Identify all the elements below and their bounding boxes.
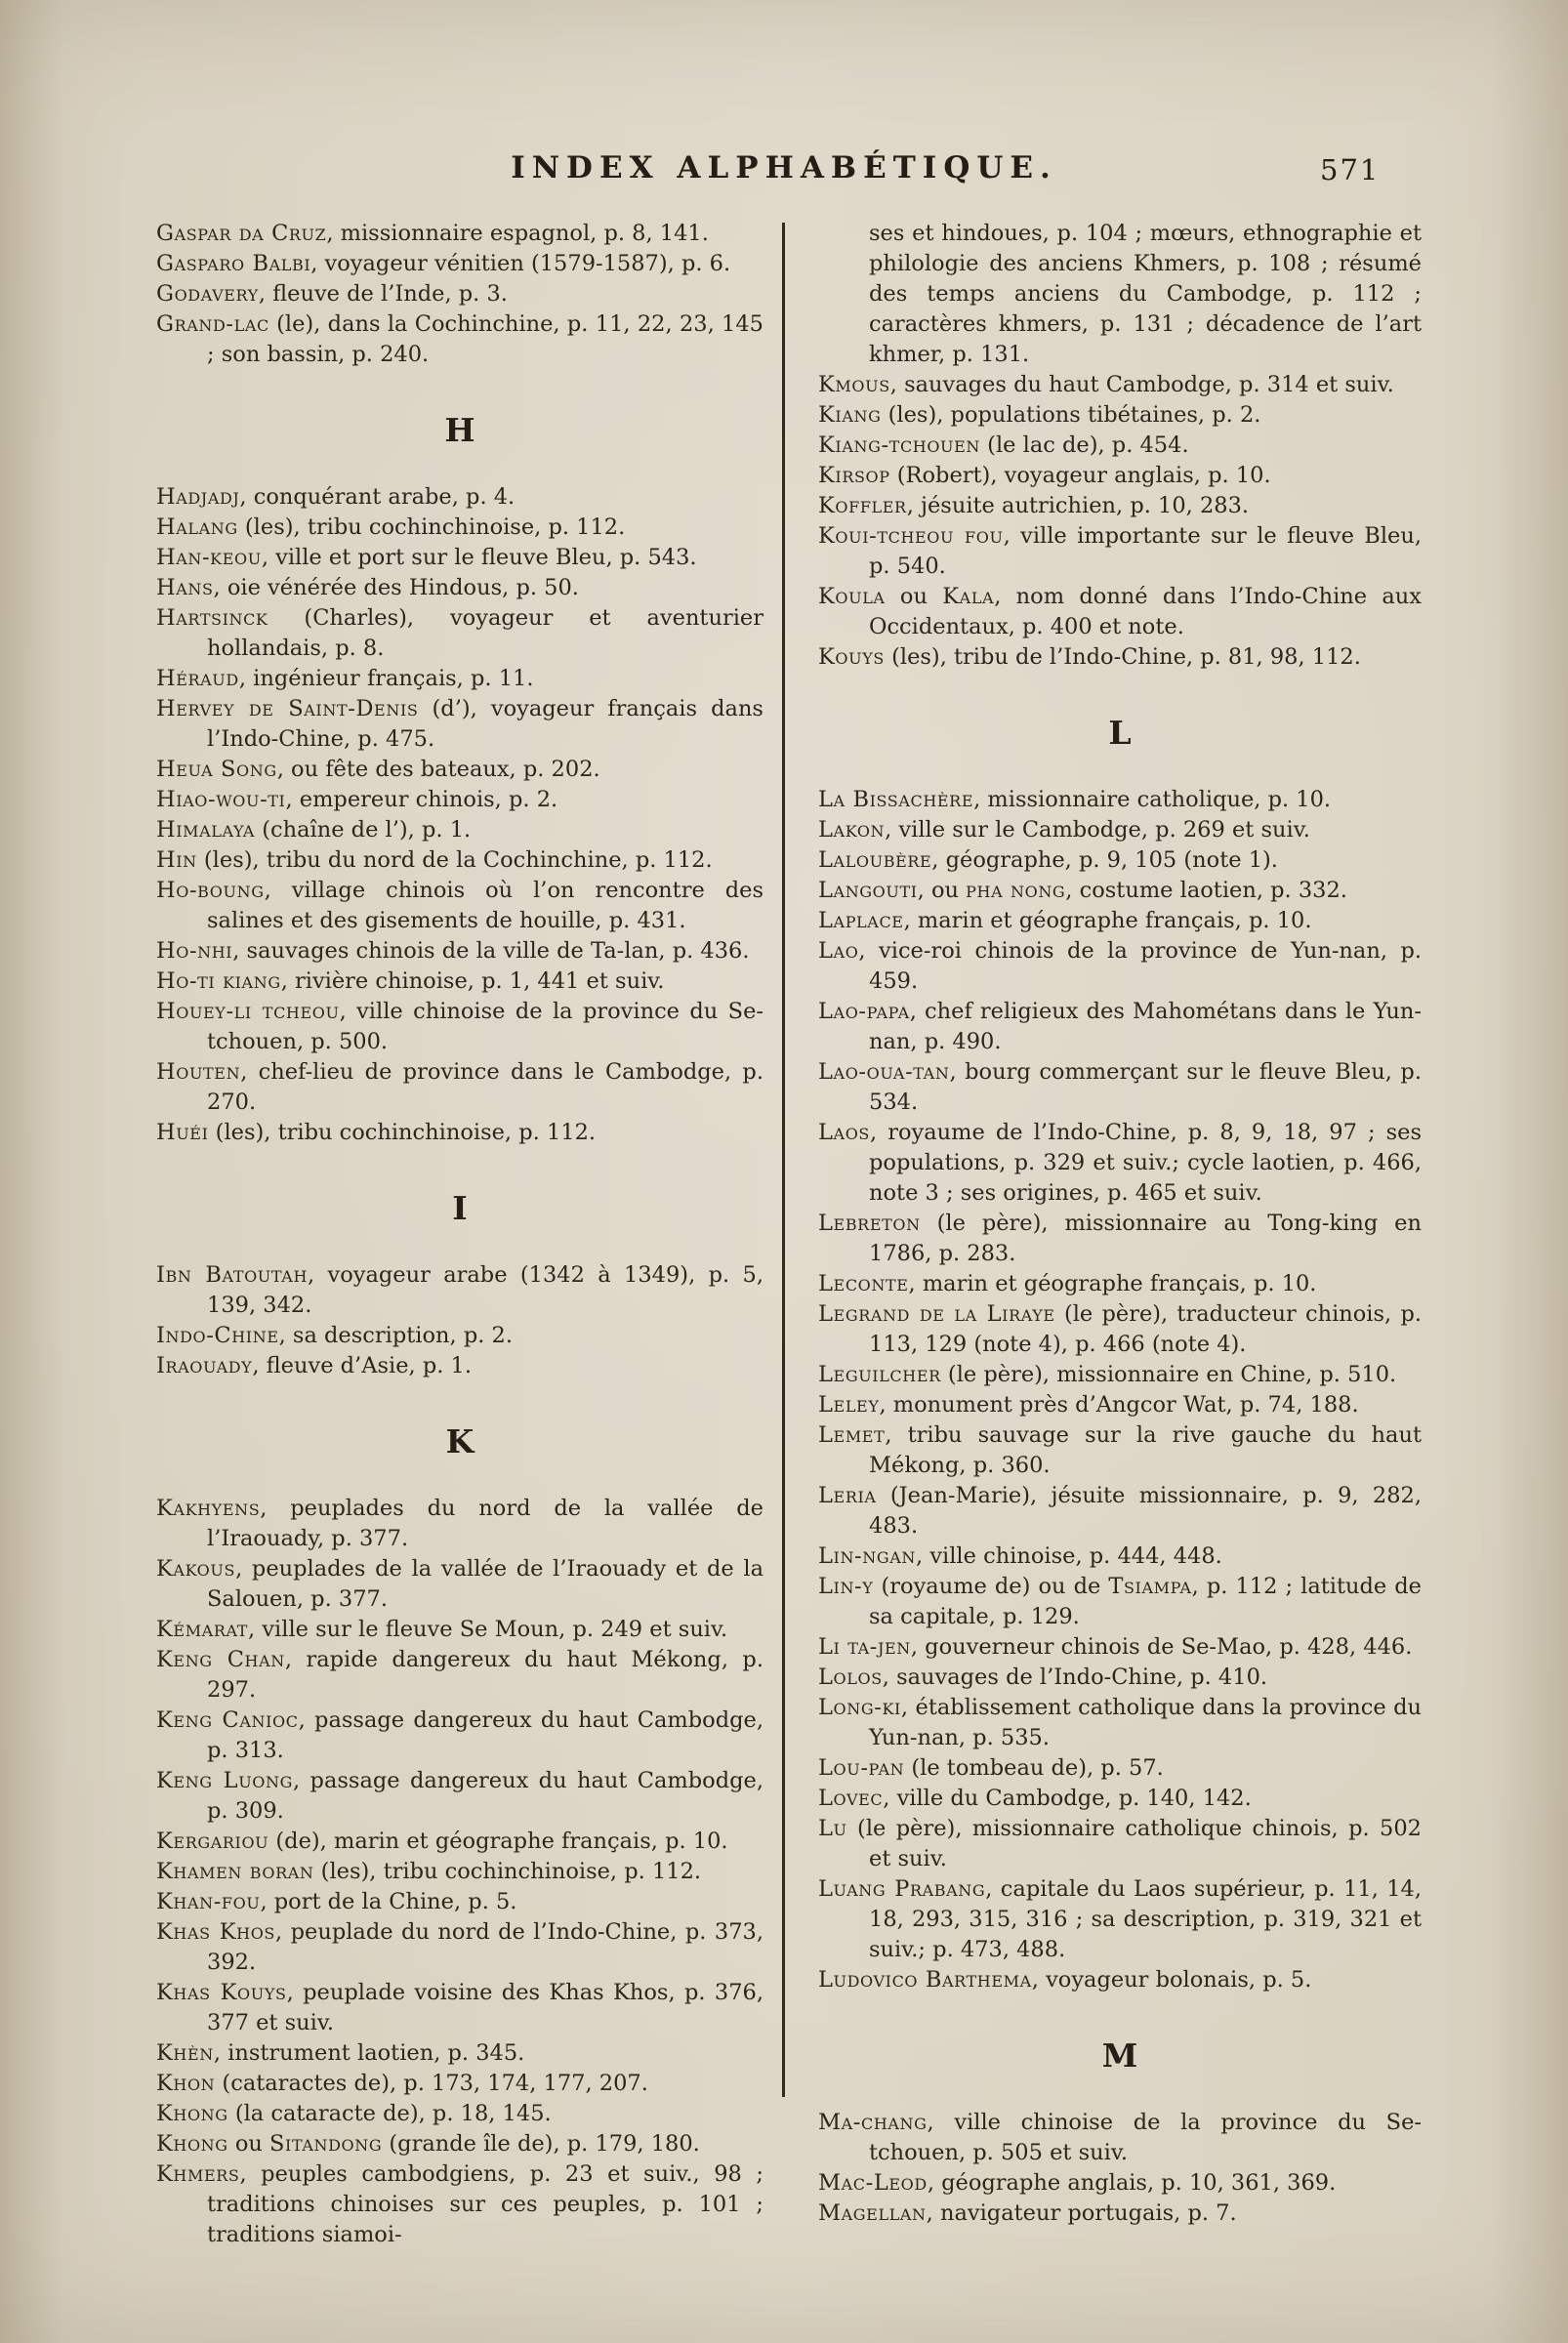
index-entry <box>818 1874 1422 1965</box>
index-entry <box>818 1360 1422 1390</box>
entry-term: Hadjadj <box>156 484 240 510</box>
entry-term: Li ta-jen <box>818 1634 911 1660</box>
entry-term: Khèn <box>156 2040 214 2066</box>
index-entry <box>818 1269 1422 1299</box>
index-entry <box>818 815 1422 845</box>
entry-text: (d’), voyageur français dans l’Indo-Chine, p. 475. <box>207 696 763 752</box>
index-entry <box>818 1784 1422 1814</box>
index-entry <box>818 1481 1422 1541</box>
entry-text: , ingénieur français, p. 11. <box>238 666 534 691</box>
index-entry <box>156 936 763 966</box>
entry-term: Laloubère <box>818 847 932 873</box>
entry-text: , voyageur arabe (1342 à 1349), p. 5, 139, 342. <box>207 1262 763 1318</box>
index-entry <box>156 966 763 997</box>
entry-text: , fleuve d’Asie, p. 1. <box>252 1353 472 1378</box>
entry-term: Ho-ti kiang <box>156 968 281 994</box>
entry-text: , marin et géographe français, p. 10. <box>903 908 1312 933</box>
entry-text: (le père), missionnaire en Chine, p. 510. <box>940 1362 1397 1387</box>
entry-text: , ou <box>917 878 967 903</box>
entry-text: ses et hindoues, p. 104 ; mœurs, ethnographie et philologie des anciens Khmers, p. 108 ; résumé des temps anciens du Cambodge, p. 112 ; caractères khmers, p. 131 ; décadence de l’art khmer, p. 131. <box>869 221 1422 367</box>
entry-term: Ma-chang <box>818 2110 928 2135</box>
index-entry <box>156 1321 763 1351</box>
index-entry <box>818 1299 1422 1360</box>
index-entry <box>818 1814 1422 1874</box>
index-entry <box>156 603 763 664</box>
entry-term: Keng Luong <box>156 1768 293 1793</box>
index-entry <box>818 1420 1422 1481</box>
entry-text: (Charles), voyageur et aventurier hollandais, p. 8. <box>207 605 763 661</box>
entry-term: Khong <box>156 2131 228 2157</box>
index-entry <box>818 1057 1422 1118</box>
index-entry <box>818 845 1422 876</box>
index-entry <box>156 1887 763 1917</box>
index-entry <box>156 2069 763 2099</box>
entry-term: Sitandong <box>269 2131 383 2157</box>
entry-term: Keng Chan <box>156 1647 285 1672</box>
index-entry <box>156 1118 763 1148</box>
entry-term: Houten <box>156 1059 241 1085</box>
index-entry <box>156 1857 763 1887</box>
entry-text: , géographe, p. 9, 105 (note 1). <box>931 847 1278 873</box>
entry-term: La Bissachère <box>818 787 974 812</box>
entry-text: , jésuite autrichien, p. 10, 283. <box>906 493 1250 518</box>
entry-text: , bourg commerçant sur le fleuve Bleu, p. 534. <box>869 1059 1422 1115</box>
entry-term: Khong <box>156 2101 228 2126</box>
page-number: 571 <box>1320 153 1381 186</box>
index-entry <box>156 2038 763 2069</box>
entry-term: Lovec <box>818 1786 884 1811</box>
entry-text: (les), tribu de l’Indo-Chine, p. 81, 98, 112. <box>884 644 1361 670</box>
index-entry <box>818 1572 1422 1632</box>
index-entry <box>156 1260 763 1321</box>
entry-text: , ville et port sur le fleuve Bleu, p. 543. <box>261 545 697 570</box>
entry-term: Ho-nhi <box>156 938 233 964</box>
index-entry <box>818 582 1422 642</box>
section-heading-K: K <box>445 1422 475 1460</box>
entry-term: pha nong <box>966 878 1066 903</box>
entry-term: Koffler <box>818 493 907 518</box>
entry-term: Lin-y <box>818 1574 874 1599</box>
entry-text: , voyageur bolonais, p. 5. <box>1031 1967 1312 1993</box>
entry-term: Lemet <box>818 1422 886 1448</box>
entry-text: , peuplade voisine des Khas Khos, p. 376, 377 et suiv. <box>207 1980 763 2035</box>
entry-term: Laos <box>818 1120 870 1145</box>
entry-term: Grand-lac <box>156 311 269 337</box>
entry-term: Tsiampa <box>1108 1574 1192 1599</box>
entry-term: Gasparo Balbi <box>156 251 311 276</box>
entry-term: Khan-fou <box>156 1889 261 1914</box>
entry-text: , missionnaire catholique, p. 10. <box>973 787 1332 812</box>
entry-term: Heua Song <box>156 757 277 782</box>
entry-text: , ville chinoise de la province du Se-tchouen, p. 500. <box>207 999 763 1054</box>
index-entry <box>818 521 1422 582</box>
index-entry <box>818 785 1422 815</box>
entry-text: , rivière chinoise, p. 1, 441 et suiv. <box>280 968 665 994</box>
entry-text: (le père), traducteur chinois, p. 113, 129 (note 4), p. 466 (note 4). <box>869 1301 1422 1357</box>
entry-term: Hans <box>156 575 214 600</box>
index-entry <box>156 543 763 573</box>
entry-text: , chef religieux des Mahométans dans le Yun-nan, p. 490. <box>869 999 1422 1054</box>
entry-term: Koula <box>818 584 886 609</box>
entry-text: , missionnaire espagnol, p. 8, 141. <box>326 221 709 246</box>
entry-term: Keng Canioc <box>156 1707 299 1733</box>
section-heading-M: M <box>1101 2036 1138 2075</box>
index-entry <box>818 461 1422 491</box>
entry-term: Long-ki <box>818 1695 901 1720</box>
entry-text: (le lac de), p. 454. <box>980 432 1189 458</box>
entry-text: (les), tribu cochinchinoise, p. 112. <box>313 1859 702 1884</box>
index-entry <box>156 997 763 1057</box>
entry-term: Lin-ngan <box>818 1543 917 1569</box>
entry-term: Lao <box>818 938 859 964</box>
entry-text: , peuples cambodgiens, p. 23 et suiv., 98 ; traditions chinoises sur ces peuples, p. 101 ; traditions siamoi- <box>207 2161 763 2247</box>
section-heading-L: L <box>1108 714 1132 752</box>
index-entry <box>156 815 763 845</box>
entry-term: Lolos <box>818 1665 883 1690</box>
entry-text: , établissement catholique dans la province du Yun-nan, p. 535. <box>869 1695 1422 1750</box>
entry-term: Kmous <box>818 372 890 397</box>
index-entry <box>818 1390 1422 1420</box>
entry-text: , passage dangereux du haut Cambodge, p. 313. <box>207 1707 763 1763</box>
index-entry <box>818 997 1422 1057</box>
entry-text: , sauvages du haut Cambodge, p. 314 et suiv. <box>889 372 1394 397</box>
index-entry <box>156 785 763 815</box>
index-entry <box>156 482 763 513</box>
entry-term: Héraud <box>156 666 239 691</box>
entry-term: Kakous <box>156 1556 236 1582</box>
entry-text: , port de la Chine, p. 5. <box>260 1889 517 1914</box>
index-entry <box>156 279 763 309</box>
entry-text: ou <box>885 584 943 609</box>
entry-text: , p. 112 ; latitude de sa capitale, p. 129. <box>869 1574 1422 1629</box>
entry-text: , peuplade du nord de l’Indo-Chine, p. 373, 392. <box>207 1919 764 1975</box>
entry-term: Lou-pan <box>818 1755 905 1781</box>
entry-term: Indo-Chine <box>156 1323 279 1348</box>
index-entry <box>156 1827 763 1857</box>
index-entry <box>156 664 763 694</box>
index-entry <box>818 1663 1422 1693</box>
entry-text: (les), tribu cochinchinoise, p. 112. <box>208 1120 597 1145</box>
entry-term: Godavery <box>156 281 259 307</box>
index-entry <box>156 694 763 755</box>
entry-text: (Robert), voyageur anglais, p. 10. <box>889 463 1271 488</box>
entry-term: Kirsop <box>818 463 890 488</box>
entry-term: Lao-papa <box>818 999 910 1024</box>
index-entry <box>156 1351 763 1381</box>
entry-text: , conquérant arabe, p. 4. <box>239 484 516 510</box>
entry-text: , peuplades du nord de la vallée de l’Iraouady, p. 377. <box>207 1496 763 1551</box>
entry-term: Kiang-tchouen <box>818 432 981 458</box>
index-entry <box>156 1917 763 1978</box>
index-entry <box>156 249 763 279</box>
entry-term: Leguilcher <box>818 1362 941 1387</box>
entry-term: Han-keou <box>156 545 262 570</box>
entry-text: ou <box>227 2131 270 2157</box>
index-entry <box>818 491 1422 521</box>
entry-term: Khamen boran <box>156 1859 314 1884</box>
entry-text: (de), marin et géographe français, p. 10. <box>268 1829 728 1854</box>
index-entry <box>818 1541 1422 1572</box>
entry-text: , ville sur le fleuve Se Moun, p. 249 et suiv. <box>248 1617 728 1642</box>
entry-text: (le père), missionnaire au Tong-king en 1786, p. 283. <box>869 1211 1422 1266</box>
entry-term: Lu <box>818 1816 847 1841</box>
index-entry <box>156 2129 763 2159</box>
page-title: INDEX ALPHABÉTIQUE. <box>511 150 1057 185</box>
entry-term: Kouys <box>818 644 885 670</box>
index-entry-continuation <box>818 219 1422 370</box>
entry-text: , ville importante sur le fleuve Bleu, p. 540. <box>869 523 1422 579</box>
entry-term: Himalaya <box>156 817 256 843</box>
entry-term: Luang Prabang <box>818 1876 986 1902</box>
index-column-right <box>818 219 1422 2229</box>
index-entry <box>156 309 763 370</box>
entry-term: Khas Khos <box>156 1919 275 1945</box>
entry-term: Khmers <box>156 2161 240 2187</box>
entry-text: , instrument laotien, p. 345. <box>213 2040 525 2066</box>
entry-term: Hartsinck <box>156 605 268 631</box>
entry-term: Lao-oua-tan <box>818 1059 950 1085</box>
entry-text: , ville chinoise, p. 444, 448. <box>916 1543 1222 1569</box>
entry-term: Ho-boung <box>156 878 265 903</box>
index-entry <box>156 1706 763 1766</box>
index-entry <box>156 755 763 785</box>
entry-text: , tribu sauvage sur la rive gauche du haut Mékong, p. 360. <box>869 1422 1422 1478</box>
index-entry <box>156 845 763 876</box>
section-heading-I: I <box>452 1189 468 1227</box>
entry-term: Koui-tcheou fou <box>818 523 1004 549</box>
index-entry <box>156 513 763 543</box>
entry-text: , sauvages de l’Indo-Chine, p. 410. <box>882 1665 1268 1690</box>
entry-text: , fleuve de l’Inde, p. 3. <box>258 281 508 307</box>
entry-text: , village chinois où l’on rencontre des salines et des gisements de houille, p. 431. <box>207 878 763 933</box>
index-entry <box>818 2168 1422 2199</box>
entry-text: (la cataracte de), p. 18, 145. <box>227 2101 552 2126</box>
entry-term: Halang <box>156 514 238 540</box>
entry-text: , empereur chinois, p. 2. <box>285 787 558 812</box>
entry-text: , géographe anglais, p. 10, 361, 369. <box>927 2170 1337 2196</box>
entry-term: Ludovico Barthema <box>818 1967 1032 1993</box>
entry-term: Magellan <box>818 2200 927 2226</box>
entry-text: (grande île de), p. 179, 180. <box>382 2131 700 2157</box>
entry-text: (cataractes de), p. 173, 174, 177, 207. <box>215 2071 648 2096</box>
entry-text: (Jean-Marie), jésuite missionnaire, p. 9, 282, 483. <box>869 1483 1422 1539</box>
entry-term: Legrand de la Liraye <box>818 1301 1055 1327</box>
entry-text: (les), populations tibétaines, p. 2. <box>881 402 1261 428</box>
entry-text: (le), dans la Cochinchine, p. 11, 22, 23, 145 ; son bassin, p. 240. <box>207 311 763 367</box>
entry-text: , nom donné dans l’Indo-Chine aux Occidentaux, p. 400 et note. <box>869 584 1422 639</box>
entry-text: , rapide dangereux du haut Mékong, p. 297. <box>207 1647 763 1703</box>
entry-term: Mac-Leod <box>818 2170 928 2196</box>
index-entry <box>156 573 763 603</box>
index-entry <box>818 1209 1422 1269</box>
index-entry <box>818 1693 1422 1753</box>
index-entry <box>156 1494 763 1554</box>
index-entry <box>818 2108 1422 2168</box>
entry-text: , vice-roi chinois de la province de Yun-nan, p. 459. <box>858 938 1422 994</box>
column-divider-rule <box>782 223 785 2097</box>
entry-text: , costume laotien, p. 332. <box>1065 878 1347 903</box>
index-entry <box>156 1554 763 1615</box>
entry-text: , sa description, p. 2. <box>278 1323 514 1348</box>
entry-term: Langouti <box>818 878 918 903</box>
index-entry <box>818 1965 1422 1995</box>
entry-text: (royaume de) ou de <box>873 1574 1109 1599</box>
index-entry <box>818 936 1422 997</box>
index-entry <box>156 1978 763 2038</box>
index-entry <box>818 906 1422 936</box>
entry-text: , oie vénérée des Hindous, p. 50. <box>213 575 579 600</box>
index-entry <box>156 1615 763 1645</box>
entry-text: , peuplades de la vallée de l’Iraouady et de la Salouen, p. 377. <box>207 1556 763 1612</box>
index-entry <box>818 400 1422 431</box>
index-entry <box>156 1645 763 1706</box>
entry-text: (le père), missionnaire catholique chinois, p. 502 et suiv. <box>846 1816 1422 1871</box>
entry-term: Hiao-wou-ti <box>156 787 286 812</box>
index-entry <box>818 876 1422 906</box>
index-entry <box>818 1118 1422 1209</box>
entry-text: , capitale du Laos supérieur, p. 11, 14, 18, 293, 315, 316 ; sa description, p. 319, 321 et suiv.; p. 473, 488. <box>869 1876 1422 1962</box>
entry-term: Huéi <box>156 1120 209 1145</box>
entry-text: , ville du Cambodge, p. 140, 142. <box>883 1786 1252 1811</box>
entry-term: Hervey de Saint-Denis <box>156 696 419 721</box>
entry-term: Leley <box>818 1392 880 1418</box>
entry-text: , sauvages chinois de la ville de Ta-lan, p. 436. <box>232 938 750 964</box>
index-entry <box>156 2159 763 2250</box>
entry-text: , marin et géographe français, p. 10. <box>908 1271 1317 1296</box>
entry-term: Leria <box>818 1483 877 1508</box>
index-entry <box>818 431 1422 461</box>
entry-text: (les), tribu cochinchinoise, p. 112. <box>237 514 626 540</box>
entry-term: Ibn Batoutah <box>156 1262 308 1288</box>
entry-term: Leconte <box>818 1271 909 1296</box>
entry-text: , passage dangereux du haut Cambodge, p. 309. <box>207 1768 763 1824</box>
entry-text: , ville sur le Cambodge, p. 269 et suiv. <box>885 817 1310 843</box>
entry-term: Laplace <box>818 908 904 933</box>
entry-term: Khas Kouys <box>156 1980 287 2005</box>
index-entry <box>156 1057 763 1118</box>
entry-term: Houey-li tcheou <box>156 999 340 1024</box>
entry-text: , chef-lieu de province dans le Cambodge, p. 270. <box>207 1059 763 1115</box>
entry-term: Kémarat <box>156 1617 249 1642</box>
entry-term: Lakon <box>818 817 886 843</box>
entry-text: , ville chinoise de la province du Se-tchouen, p. 505 et suiv. <box>869 2110 1422 2165</box>
index-entry <box>156 876 763 936</box>
entry-term: Kakhyens <box>156 1496 261 1521</box>
entry-text: , gouverneur chinois de Se-Mao, p. 428, 446. <box>910 1634 1413 1660</box>
index-entry <box>818 370 1422 400</box>
entry-term: Khon <box>156 2071 216 2096</box>
entry-term: Kala <box>942 584 995 609</box>
entry-term: Kergariou <box>156 1829 269 1854</box>
index-column-left <box>156 219 763 2250</box>
section-heading-H: H <box>444 411 475 449</box>
index-entry <box>156 2099 763 2129</box>
entry-text: (les), tribu du nord de la Cochinchine, p. 112. <box>196 847 713 873</box>
index-entry <box>818 2199 1422 2229</box>
index-entry <box>818 1753 1422 1784</box>
entry-term: Hin <box>156 847 197 873</box>
entry-text: , navigateur portugais, p. 7. <box>926 2200 1237 2226</box>
entry-term: Lebreton <box>818 1211 921 1236</box>
entry-text: , voyageur vénitien (1579-1587), p. 6. <box>310 251 731 276</box>
entry-term: Kiang <box>818 402 882 428</box>
entry-term: Gaspar da Cruz <box>156 221 327 246</box>
entry-text: (chaîne de l’), p. 1. <box>255 817 472 843</box>
entry-text: , ou fête des bateaux, p. 202. <box>276 757 600 782</box>
entry-term: Iraouady <box>156 1353 253 1378</box>
index-entry <box>156 219 763 249</box>
index-entry <box>818 1632 1422 1663</box>
index-entry <box>156 1766 763 1827</box>
index-entry <box>818 642 1422 673</box>
entry-text: , monument près d’Angcor Wat, p. 74, 188. <box>879 1392 1359 1418</box>
entry-text: , royaume de l’Indo-Chine, p. 8, 9, 18, 97 ; ses populations, p. 329 et suiv.; cycle laotien, p. 466, note 3 ; ses origines, p. 465 et suiv. <box>869 1120 1422 1206</box>
entry-text: (le tombeau de), p. 57. <box>904 1755 1164 1781</box>
